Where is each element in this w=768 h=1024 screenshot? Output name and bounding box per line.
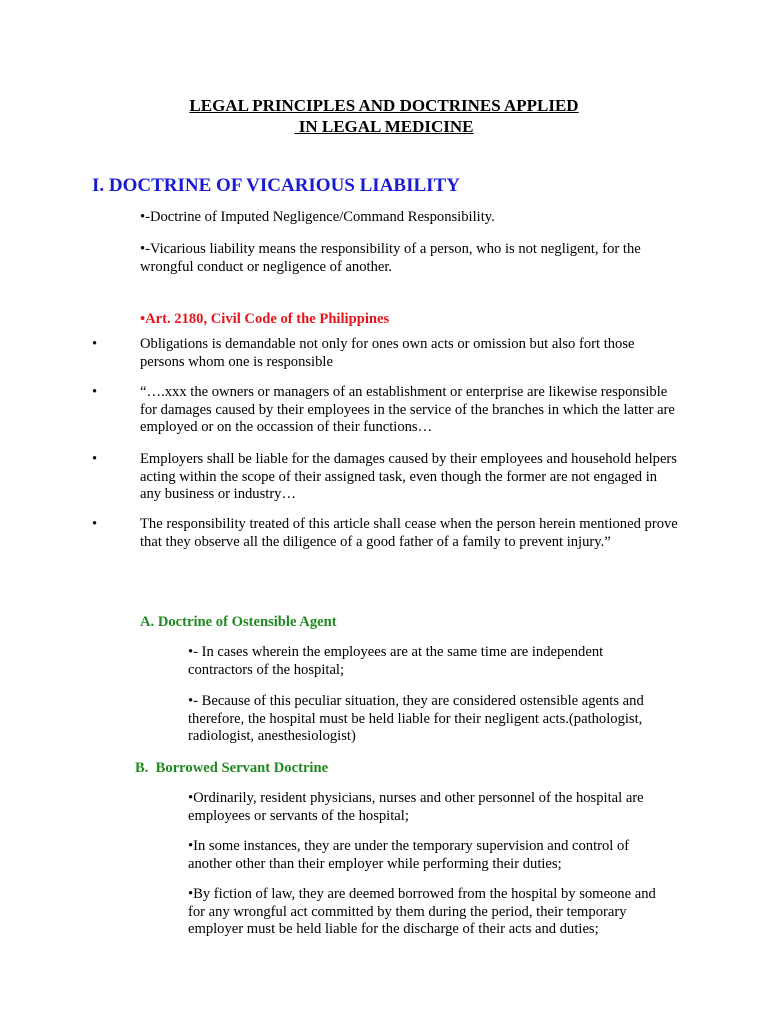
intro-paragraph-1: •-Doctrine of Imputed Negligence/Command Responsibility. xyxy=(140,209,495,225)
bullet-marker: • xyxy=(92,336,98,352)
title-text-2: IN LEGAL MEDICINE xyxy=(294,117,474,136)
subsection-b-heading xyxy=(135,759,328,777)
subsection-b-heading-text: B. Borrowed Servant Doctrine xyxy=(135,760,329,776)
subsection-b-item-3: •By fiction of law, they are deemed borrowed from the hospital by someone and for any wrongful act committed by them during the period, their temporary employer must be held liable for the discharge of their acts and duties; xyxy=(188,886,656,937)
document-title-line-1 xyxy=(0,95,768,116)
bullet-marker: • xyxy=(92,384,98,400)
bullet-marker: • xyxy=(92,516,98,532)
article-bullet-1: Obligations is demandable not only for ones own acts or omission but also fort those persons whom one is responsible xyxy=(140,336,635,370)
subsection-b-item-2: •In some instances, they are under the temporary supervision and control of another other than their employer while performing their duties; xyxy=(188,838,630,872)
article-bullet-4: The responsibility treated of this article shall cease when the person herein mentioned prove that they observe all the diligence of a good father of a family to prevent injury.” xyxy=(140,516,678,550)
intro-paragraph-2: •-Vicarious liability means the responsibility of a person, who is not negligent, for the wrongful conduct or negligence of another. xyxy=(140,241,641,275)
subsection-a-heading: A. Doctrine of Ostensible Agent xyxy=(140,614,337,630)
article-heading: •Art. 2180, Civil Code of the Philippines xyxy=(140,311,390,327)
article-bullet-3: Employers shall be liable for the damages caused by their employees and household helpers acting within the scope of their assigned task, even though the former are not engaged in any business or industry… xyxy=(140,451,677,502)
bullet-marker: • xyxy=(92,451,98,467)
article-bullet-2: “….xxx the owners or managers of an establishment or enterprise are likewise responsible for damages caused by their employees in the service of the branches in which the latter are employed or on the occassion of their functions… xyxy=(140,384,675,435)
title-text-1: LEGAL PRINCIPLES AND DOCTRINES APPLIED xyxy=(189,96,579,115)
subsection-a-item-2: •- Because of this peculiar situation, they are considered ostensible agents and therefore, the hospital must be held liable for their negligent acts.(pathologist, radiologist, anesthesiologist) xyxy=(188,693,644,744)
document-title-line-2 xyxy=(0,116,768,137)
section-heading: I. DOCTRINE OF VICARIOUS LIABILITY xyxy=(92,175,460,196)
subsection-a-item-1: •- In cases wherein the employees are at the same time are independent contractors of the hospital; xyxy=(188,644,604,678)
subsection-b-item-1: •Ordinarily, resident physicians, nurses and other personnel of the hospital are employees or servants of the hospital; xyxy=(188,790,644,824)
